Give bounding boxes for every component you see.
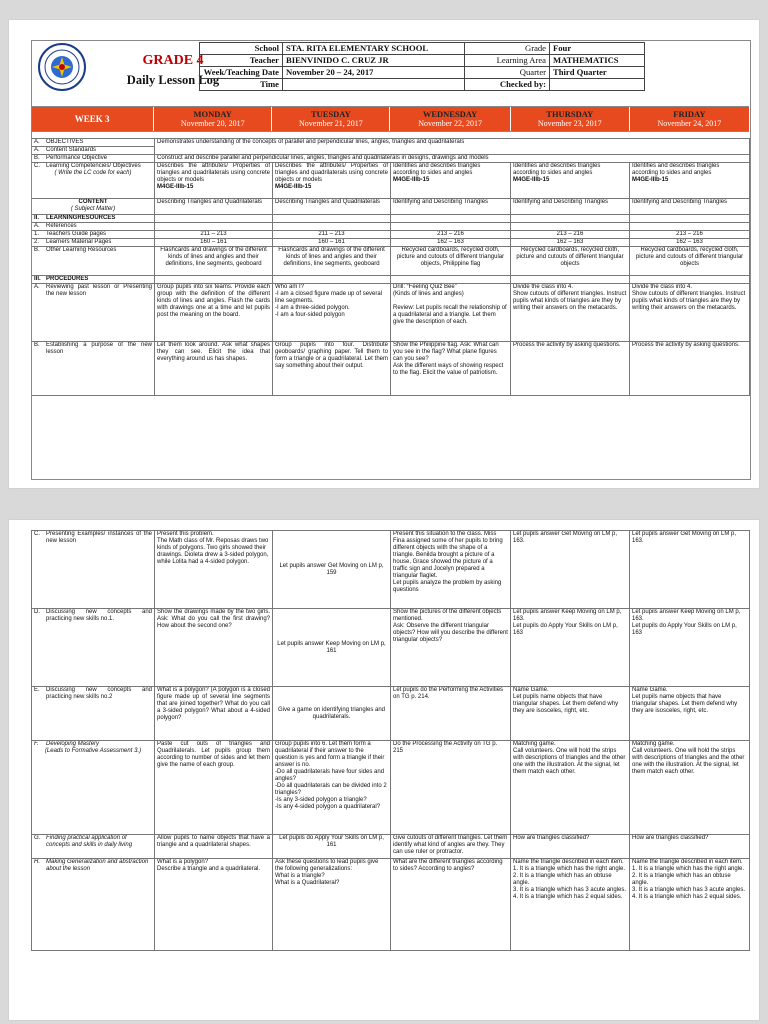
performance-objective-text: Construct and describe parallel and perpendicular lines, angles, triangles and quadrilaterals in designs, drawings and models: [155, 155, 750, 163]
discussing-2-cell: Let pupils do the Performing the Activities on TG p. 214.: [391, 687, 511, 741]
lc-cell: Describes the attributes/ Properties of triangles and quadrilaterals using concrete objects or models M4GE-IIIb-15: [273, 163, 391, 199]
purpose-cell: Show the Philippine flag. Ask: What can you see in the flag? What plane figures can you see? Ask the different ways of showing respect to the flag. Elicit the value of patriotism.: [391, 342, 511, 396]
mastery-cell: Do the Processing the Activity on TG p. 215: [391, 741, 511, 835]
discussing-2-label: Discussing new concepts and practicing new skills no.2: [46, 687, 152, 700]
table-row-teachers-guide: 1. Teachers Guide pages 211 – 213 211 – 213 213 – 216 213 – 216 213 – 216: [32, 231, 750, 239]
tg-pages: 213 – 216: [511, 231, 630, 239]
review-label: Reviewing past lesson or Presenting the new lesson: [46, 284, 152, 297]
developing-mastery-label: Developing Mastery: [46, 741, 100, 747]
presenting-cell: Let pupils answer Get Moving on LM p, 163.: [511, 531, 630, 609]
discussing-2-cell: Name Game. Let pupils name objects that have triangular shapes. Let them defend why they are isosceles, right, etc.: [511, 687, 630, 741]
table-row-learners-material: 2. Learners Material Pages 160 – 161 160 – 161 162 – 163 162 – 163 162 – 163: [32, 239, 750, 247]
lc-cell: Identifies and describes triangles according to sides and angles M4GE-IIIb-15: [391, 163, 511, 199]
other-resources-cell: Recycled cardboards, recycled cloth, picture and cutouts of different triangular objects, Philippine flag: [391, 247, 511, 276]
teaching-date-value: November 20 – 24, 2017: [283, 67, 465, 79]
application-cell: How are triangles classified?: [511, 835, 630, 859]
grade-title: GRADE 4: [142, 53, 204, 68]
page-1-border: [31, 40, 751, 480]
lm-pages: 162 – 163: [391, 239, 511, 247]
table-row-learning-resources: II. LEARNINGRESOURCES: [32, 215, 750, 223]
day-header-monday: MONDAY November 20, 2017: [154, 107, 272, 131]
table-row-developing-mastery: F. Developing Mastery (Leads to Formative Assessment 3.) Paste cut outs of triangles and Quadrilaterals. Let pupils group them according to number of sides and let them give the name of each group. Group pupils into 6. Let them form a quadrilateral if their answer to the question is yes and form a triangle if their answer is no. -Do all quadrilaterals have four sides and angles? -Do all quadrilaterals can be divided into 2 triangles? -Is any 3-sided polygon a triangle? -Is any 4-sided polygon a quadrilateral? Do the Processing the Activity on TG p. 215 Matching game. Call volunteers. One will hold the strips with descriptions of triangles and the other one with the illustration. At the signal, let them match each other. Matching game. Call volunteers. One will hold the strips with descriptions of triangles and the other one with the illustration. At the signal, let them match each other.: [32, 741, 750, 835]
presenting-examples-label: Presenting Examples/ instances of the new lesson: [46, 531, 152, 544]
mastery-cell: Group pupils into 6. Let them form a quadrilateral if their answer to the question is yes and form a triangle if their answer is no. -Do all quadrilaterals have four sides and angles? -Do all quadrilaterals can be divided into 2 triangles? -Is any 3-sided polygon a triangle? -Is any 4-sided polygon a quadrilateral?: [273, 741, 391, 835]
table-row-references: A. References: [32, 223, 750, 231]
lm-pages: 162 – 163: [511, 239, 630, 247]
table-row-discussing-1: D. Discussing new concepts and practicing new skills no.1. Show the drawings made by the two girls. Ask: What do you call the first drawing? How about the second one? Let pupils answer Keep Moving on LM p, 161 Show the pictures of the different objects mentioned. Ask: Observe the different triangular objects? How will you describe the different triangular objects? Let pupils answer Keep Moving on LM p, 163. Let pupils do Apply Your Skills on LM p, 163 Let pupils answer Keep Moving on LM p, 163. Let pupils do Apply Your Skills on LM p, 163: [32, 609, 750, 687]
presenting-cell: Present this situation to the class. Miss Fina assigned some of her pupils to bring different objects with the shape of a triangle. Benilda brought a picture of a house, Grace showed the picture of a traffic sign and Jocelyn prepared a triangular flaglet. Let pupils analyze the problem by asking questions: [391, 531, 511, 609]
content-cell: Describing Triangles and Quadrilaterals: [273, 199, 391, 215]
other-resources-cell: Flashcards and drawings of the different kinds of lines and angles and their definitions, line segments, geoboard: [155, 247, 273, 276]
teachers-guide-label: Teachers Guide pages: [46, 231, 107, 237]
lesson-log-page-2: [9, 520, 759, 1020]
mastery-cell: Matching game. Call volunteers. One will hold the strips with descriptions of triangles and the other one with the illustration. At the signal, let them match each other.: [630, 741, 750, 835]
table-row-generalization: H. Making Generalization and abstraction about the lesson What is a polygon? Describe a triangle and a quadrilateral. Ask these questions to lead pupils give the following generalizations: What is a triangle? What is a Quadrilateral? What are the different triangles according to sides? According to angles? Name the triangle described in each item. 1. It is a triangle which has the right angle. 2. It is a triangle which has an obtuse angle. 3. It is a triangle which has 3 acute angles. 4. It is a triangle which has 2 equal sides. Name the triangle described in each item. 1. It is a triangle which has the right angle. 2. It is a triangle which has an obtuse angle. 3. It is a triangle which has 3 acute angles. 4. It is a triangle which has 2 equal sides.: [32, 859, 750, 951]
day-header-wednesday: WEDNESDAY November 22, 2017: [390, 107, 510, 131]
generalization-cell: What is a polygon? Describe a triangle and a quadrilateral.: [155, 859, 273, 951]
table-row-discussing-2: E. Discussing new concepts and practicing new skills no.2 What is a polygon? (A polygon is a closed figure made up of several line segments that are joined together? What do you call a 3-sided polygon? What about a 4-sided polygon? Give a game on identifying triangles and quadrilaterals. Let pupils do the Performing the Activities on TG p. 214. Name Game. Let pupils name objects that have triangular shapes. Let them defend why they are isosceles, right, etc. Name Game. Let pupils name objects that have triangular shapes. Let them defend why they are isosceles, right, etc.: [32, 687, 750, 741]
purpose-cell: Let them look around. Ask what shapes they can see. Elicit the idea that everything around us has shapes.: [155, 342, 273, 396]
mastery-cell: Matching game. Call volunteers. One will hold the strips with descriptions of triangles and the other one with the illustration. At the signal, let them match each other.: [511, 741, 630, 835]
lesson-log-page-1: [9, 20, 759, 488]
day-header-tuesday: TUESDAY November 21, 2017: [272, 107, 390, 131]
purpose-cell: Process the activity by asking questions.: [630, 342, 750, 396]
references-label: References: [46, 223, 77, 229]
tg-pages: 211 – 213: [273, 231, 391, 239]
generalization-cell: Ask these questions to lead pupils give the following generalizations: What is a triangle? What is a Quadrilateral?: [273, 859, 391, 951]
purpose-cell: Group pupils into four. Distribute geoboards/ graphing paper. Tell them to form a triangle or a quadrilateral. Let them say something about their output.: [273, 342, 391, 396]
review-cell: Group pupils into six teams. Provide each group with the definition of the different kinds of lines and angles. Flash the cards with drawings one at a time and let pupils post the meaning on the board.: [155, 284, 273, 342]
purpose-label: Establishing a purpose of the new lesson: [46, 342, 152, 355]
tg-pages: 213 – 216: [391, 231, 511, 239]
log-title: Daily Lesson Log: [126, 73, 220, 87]
school-label: School: [200, 43, 283, 55]
other-resources-cell: Recycled cardboards, recycled cloth, picture and cutouts of different triangular objects: [630, 247, 750, 276]
presenting-cell: Let pupils answer Get Moving on LM p, 159: [273, 531, 391, 609]
discussing-2-cell: Give a game on identifying triangles and quadrilaterals.: [273, 687, 391, 741]
discussing-2-cell: Name Game. Let pupils name objects that have triangular shapes. Let them defend why they are isosceles, right, etc.: [630, 687, 750, 741]
tg-pages: 211 – 213: [155, 231, 273, 239]
learning-area-label: Learning Area: [465, 55, 550, 67]
objectives-label: OBJECTIVES: [46, 139, 84, 145]
table-row-other-resources: B. Other Learning Resources Flashcards and drawings of the different kinds of lines and angles and their definitions, line segments, geoboard Flashcards and drawings of the different kinds of lines and angles and their definitions, line segments, geoboard Recycled cardboards, recycled cloth, picture and cutouts of different triangular objects, Philippine flag Recycled cardboards, recycled cloth, picture and cutouts of different triangular objects Recycled cardboards, recycled cloth, picture and cutouts of different triangular objects: [32, 247, 750, 276]
discussing-2-cell: What is a polygon? (A polygon is a closed figure made up of several line segments that are joined together? What do you call a 3-sided polygon? What about a 4-sided polygon?: [155, 687, 273, 741]
teaching-date-label: Week/Teaching Date: [200, 67, 283, 79]
learning-competencies-label: Learning Competencies/ Objectives: [46, 163, 141, 169]
mastery-cell: Paste cut outs of triangles and Quadrilaterals. Let pupils group them according to number of sides and let them give the name of each group.: [155, 741, 273, 835]
purpose-cell: Process the activity by asking questions.: [511, 342, 630, 396]
presenting-cell: Let pupils answer Get Moving on LM p, 163.: [630, 531, 750, 609]
table-row-objectives: A. OBJECTIVES Demonstrates understanding of the concepts of parallel and perpendicular lines, angles, triangles and quadrilaterals: [32, 139, 750, 147]
quarter-label: Quarter: [465, 67, 550, 79]
table-row-review: A. Reviewing past lesson or Presenting the new lesson Group pupils into six teams. Provide each group with the definition of the different kinds of lines and angles. Flash the cards with drawings one at a time and let pupils post the meaning on the board. Who am I? -I am a closed figure made up of several line segments. -I am a three-sided polygon. -I am a four-sided polygon Drill: “Feeling Quiz Bee” (Kinds of lines and angles) Review: Let pupils recall the relationship of a quadrilateral and a triangle. Let them give the description of each. Divide the class into 4. Show cutouts of different triangles. Instruct pupils what kinds of triangles are they by writing their answers on the metacards. Divide the class into 4. Show cutouts of different triangles. Instruct pupils what kinds of triangles are they by writing their answers on the metacards.: [32, 284, 750, 342]
content-cell: Identifying and Describing Triangles: [630, 199, 750, 215]
generalization-cell: What are the different triangles according to sides? According to angles?: [391, 859, 511, 951]
school-value: STA. RITA ELEMENTARY SCHOOL: [283, 43, 465, 55]
content-standard-text: Demonstrates understanding of the concepts of parallel and perpendicular lines, angles, triangles and quadrilaterals: [155, 139, 750, 155]
lc-cell: Identifies and describes triangles according to sides and angles M4GE-IIIb-15: [511, 163, 630, 199]
learning-resources-label: LEARNINGRESOURCES: [46, 215, 116, 221]
application-cell: Allow pupils to name objects that have a triangle and a quadrilateral shapes.: [155, 835, 273, 859]
table-row-procedures: III. PROCEDURES: [32, 276, 750, 284]
table-row-presenting-examples: C. Presenting Examples/ instances of the new lesson Present this problem. The Math class of Mr. Reposas draws two kinds of polygons. Two girls showed their drawings. Dioleta drew a 3-sided polygon, while Lolita had a 4-sided polygon. Let pupils answer Get Moving on LM p, 159 Present this situation to the class. Miss Fina assigned some of her pupils to bring different objects with the shape of a triangle. Benilda brought a picture of a house, Grace showed the picture of a traffic sign and Jocelyn prepared a triangular flaglet. Let pupils analyze the problem by asking questions Let pupils answer Get Moving on LM p, 163. Let pupils answer Get Moving on LM p, 163.: [32, 531, 750, 609]
table-row-practical-application: G. Finding practical application of concepts and skills in daily living Allow pupils to name objects that have a triangle and a quadrilateral shapes. Let pupils do Apply Your Skills on LM p, 161 Give cutouts of different triangles. Let them identify what kind of angles are they. They can use ruler or protractor. How are triangles classified? How are triangles classified?: [32, 835, 750, 859]
checked-by-label: Checked by:: [465, 79, 550, 91]
teacher-value: BIENVINIDO C. CRUZ JR: [283, 55, 465, 67]
lm-pages: 162 – 163: [630, 239, 750, 247]
generalization-label: Making Generalization and abstraction about the lesson: [46, 859, 149, 872]
other-resources-label: Other Learning Resources: [46, 247, 117, 253]
table-row-performance-objective: B. Performance Objective Construct and describe parallel and perpendicular lines, angles, triangles and quadrilaterals in designs, drawings and models: [32, 155, 750, 163]
table-row-content-standards: A. Content Standards: [32, 147, 750, 155]
table-row-purpose: B. Establishing a purpose of the new lesson Let them look around. Ask what shapes they can see. Elicit the idea that everything around us has shapes. Group pupils into four. Distribute geoboards/ graphing paper. Tell them to form a triangle or a quadrilateral. Let them say something about their output. Show the Philippine flag. Ask: What can you see in the flag? What plane figures can you see? Ask the different ways of showing respect to the flag. Elicit the value of patriotism. Process the activity by asking questions. Process the activity by asking questions.: [32, 342, 750, 396]
discussing-1-cell: Show the pictures of the different objects mentioned. Ask: Observe the different triangular objects? How will you describe the different triangular objects?: [391, 609, 511, 687]
grade-label: Grade: [465, 43, 550, 55]
lm-pages: 160 – 161: [273, 239, 391, 247]
other-resources-cell: Flashcards and drawings of the different kinds of lines and angles and their definitions, line segments, geoboard: [273, 247, 391, 276]
content-cell: Identifying and Describing Triangles: [391, 199, 511, 215]
lesson-table-page-2: [31, 530, 750, 951]
procedures-label: PROCEDURES: [46, 276, 89, 282]
table-row-learning-competencies: C. Learning Competencies/ Objectives ( Write the LC code for each) Describes the attributes/ Properties of triangles and quadrilaterals using concrete objects or models M4GE-IIIb-15 Describes the attributes/ Properties of triangles and quadrilaterals using concrete objects or models M4GE-IIIb-15 Identifies and describes triangles according to sides and angles M4GE-IIIb-15 Identifies and describes triangles according to sides and angles M4GE-IIIb-15 Identifies and describes triangles according to sides and angles M4GE-IIIb-15: [32, 163, 750, 199]
generalization-cell: Name the triangle described in each item. 1. It is a triangle which has the right angle. 2. It is a triangle which has an obtuse angle. 3. It is a triangle which has 3 acute angles. 4. It is a triangle which has 2 equal sides.: [630, 859, 750, 951]
lc-note: ( Write the LC code for each): [54, 170, 132, 176]
day-header-thursday: THURSDAY November 23, 2017: [511, 107, 630, 131]
content-label: CONTENT: [78, 199, 108, 205]
review-cell: Divide the class into 4. Show cutouts of different triangles. Instruct pupils what kinds of triangles are they by writing their answers on the metacards.: [630, 284, 750, 342]
practical-application-label: Finding practical application of concepts and skills in daily living: [46, 835, 133, 848]
application-cell: Give cutouts of different triangles. Let them identify what kind of angles are they. They can use ruler or protractor.: [391, 835, 511, 859]
discussing-1-label: Discussing new concepts and practicing new skills no.1.: [46, 609, 152, 622]
application-cell: Let pupils do Apply Your Skills on LM p, 161: [273, 835, 391, 859]
generalization-cell: Name the triangle described in each item. 1. It is a triangle which has the right angle. 2. It is a triangle which has an obtuse angle. 3. It is a triangle which has 3 acute angles. 4. It is a triangle which has 2 equal sides.: [511, 859, 630, 951]
developing-mastery-note: (Leads to Formative Assessment 3.): [44, 748, 142, 754]
learning-area-value: MATHEMATICS: [550, 55, 645, 67]
review-cell: Who am I? -I am a closed figure made up of several line segments. -I am a three-sided polygon. -I am a four-sided polygon: [273, 284, 391, 342]
tg-pages: 213 – 216: [630, 231, 750, 239]
discussing-1-cell: Show the drawings made by the two girls. Ask: What do you call the first drawing? How about the second one?: [155, 609, 273, 687]
discussing-1-cell: Let pupils answer Keep Moving on LM p, 163. Let pupils do Apply Your Skills on LM p, 163: [630, 609, 750, 687]
other-resources-cell: Recycled cardboards, recycled cloth, picture and cutouts of different triangular objects: [511, 247, 630, 276]
discussing-1-cell: Let pupils answer Keep Moving on LM p, 161: [273, 609, 391, 687]
learners-material-label: Learners Material Pages: [46, 239, 112, 245]
lm-pages: 160 – 161: [155, 239, 273, 247]
presenting-cell: Present this problem. The Math class of Mr. Reposas draws two kinds of polygons. Two girls showed their drawings. Dioleta drew a 3-sided polygon, while Lolita had a 4-sided polygon.: [155, 531, 273, 609]
teacher-label: Teacher: [200, 55, 283, 67]
content-cell: Identifying and Describing Triangles: [511, 199, 630, 215]
lc-cell: Identifies and describes triangles according to sides and angles M4GE-IIIb-15: [630, 163, 750, 199]
application-cell: How are triangles classified?: [630, 835, 750, 859]
time-label: Time: [200, 79, 283, 91]
day-header-friday: FRIDAY November 24, 2017: [630, 107, 749, 131]
content-standards-label: Content Standards: [46, 147, 97, 153]
review-cell: Divide the class into 4. Show cutouts of different triangles. Instruct pupils what kinds of triangles are they by writing their answers on the metacards.: [511, 284, 630, 342]
content-sub: ( Subject Matter): [70, 206, 116, 212]
week-label: WEEK 3: [74, 114, 110, 124]
quarter-value: Third Quarter: [550, 67, 645, 79]
review-cell: Drill: “Feeling Quiz Bee” (Kinds of lines and angles) Review: Let pupils recall the relationship of a quadrilateral and a triangle. Let them give the description of each.: [391, 284, 511, 342]
content-cell: Describing Triangles and Quadrilaterals: [155, 199, 273, 215]
grade-value: Four: [550, 43, 645, 55]
discussing-1-cell: Let pupils answer Keep Moving on LM p, 163. Let pupils do Apply Your Skills on LM p, 163: [511, 609, 630, 687]
performance-objective-label: Performance Objective: [46, 155, 108, 161]
lc-cell: Describes the attributes/ Properties of triangles and quadrilaterals using concrete objects or models M4GE-IIIb-15: [155, 163, 273, 199]
